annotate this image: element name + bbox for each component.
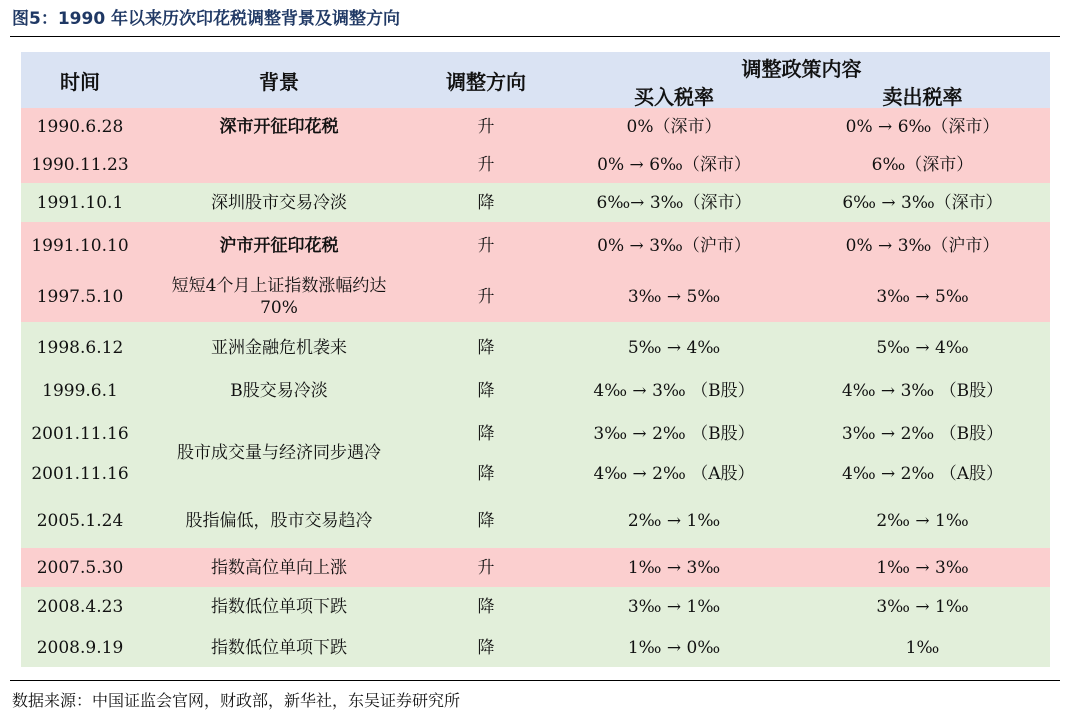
cell-background: 指数低位单项下跌 (211, 597, 347, 617)
header-buy-rate: 买入税率 (634, 84, 714, 109)
cell-background: B股交易冷淡 (230, 381, 328, 401)
cell-sell-rate: 5‰ → 4‰ (876, 338, 969, 358)
cell-background: 深市开征印花税 (219, 117, 339, 137)
bottom-rule (10, 680, 1060, 681)
cell-time: 2001.11.16 (31, 424, 129, 444)
cell-buy-rate: 0%（深市） (626, 117, 722, 137)
cell-direction: 降 (477, 464, 495, 484)
cell-direction: 降 (477, 338, 495, 358)
cell-time: 1990.11.23 (31, 155, 129, 175)
data-source: 数据来源：中国证监会官网，财政部，新华社，东吴证券研究所 (12, 691, 461, 710)
tax-adjustment-table (21, 52, 1050, 667)
cell-sell-rate: 2‰ → 1‰ (876, 511, 969, 531)
cell-background: 亚洲金融危机袭来 (211, 338, 347, 358)
header-sell-rate: 卖出税率 (882, 84, 963, 109)
cell-direction: 降 (477, 511, 495, 531)
cell-buy-rate: 4‰ → 2‰ （A股） (593, 464, 755, 484)
cell-time: 2001.11.16 (31, 464, 129, 484)
cell-sell-rate: 3‰ → 1‰ (876, 597, 969, 617)
cell-sell-rate: 6‰（深市） (871, 155, 974, 175)
cell-background: 股市成交量与经济同步遇冷 (177, 443, 381, 463)
cell-time: 1997.5.10 (36, 287, 124, 307)
header-background: 背景 (259, 69, 299, 94)
cell-time: 2005.1.24 (36, 511, 124, 531)
cell-buy-rate: 3‰ → 1‰ (627, 597, 721, 617)
header-policy: 调整政策内容 (741, 56, 862, 81)
cell-background: 短短4个月上证指数涨幅约达70% (171, 276, 387, 318)
cell-time: 1990.6.28 (36, 117, 124, 137)
cell-direction: 降 (477, 597, 495, 617)
cell-sell-rate: 1‰ → 3‰ (876, 558, 969, 578)
cell-direction: 升 (477, 117, 495, 137)
cell-buy-rate: 2‰ → 1‰ (627, 511, 721, 531)
cell-sell-rate: 3‰ → 5‰ (876, 287, 969, 307)
cell-direction: 降 (477, 381, 495, 401)
cell-sell-rate: 3‰ → 2‰ （B股） (841, 424, 1004, 444)
figure-title: 图5：1990 年以来历次印花税调整背景及调整方向 (12, 9, 401, 29)
cell-buy-rate: 3‰ → 2‰ （B股） (593, 424, 755, 444)
cell-background (139, 147, 419, 183)
cell-time: 1991.10.1 (36, 193, 124, 213)
cell-sell-rate: 0% → 6‰（深市） (845, 117, 1000, 137)
cell-sell-rate: 4‰ → 2‰ （A股） (842, 464, 1003, 484)
cell-time: 2007.5.30 (36, 558, 124, 578)
cell-sell-rate: 6‰ → 3‰（深市） (842, 193, 1003, 213)
cell-direction: 降 (477, 638, 495, 658)
cell-background: 沪市开征印花税 (219, 236, 339, 256)
cell-background: 深圳股市交易冷淡 (211, 193, 347, 213)
cell-background (139, 456, 419, 492)
cell-direction: 降 (477, 193, 495, 213)
cell-time: 1999.6.1 (42, 381, 118, 401)
cell-direction: 降 (477, 424, 495, 444)
cell-buy-rate: 0% → 3‰（沪市） (597, 236, 751, 256)
cell-buy-rate: 0% → 6‰（深市） (597, 155, 751, 175)
top-rule (10, 36, 1060, 37)
cell-buy-rate: 1‰ → 3‰ (627, 558, 721, 578)
cell-sell-rate: 1‰ (905, 638, 940, 658)
cell-time: 1998.6.12 (36, 338, 124, 358)
cell-direction: 升 (477, 155, 495, 175)
header-direction: 调整方向 (446, 69, 526, 94)
cell-time: 1991.10.10 (31, 236, 129, 256)
cell-background: 指数低位单项下跌 (211, 638, 347, 658)
cell-direction: 升 (477, 558, 495, 578)
cell-sell-rate: 0% → 3‰（沪市） (845, 236, 1000, 256)
header-time: 时间 (60, 69, 100, 94)
cell-buy-rate: 4‰ → 3‰ （B股） (593, 381, 755, 401)
cell-time: 2008.9.19 (36, 638, 124, 658)
cell-buy-rate: 5‰ → 4‰ (627, 338, 721, 358)
cell-buy-rate: 6‰→ 3‰（深市） (596, 193, 752, 213)
cell-background: 股指偏低，股市交易趋冷 (185, 511, 373, 531)
cell-background: 指数高位单向上涨 (211, 558, 347, 578)
cell-direction: 升 (477, 287, 495, 307)
cell-direction: 升 (477, 236, 495, 256)
cell-time: 2008.4.23 (36, 597, 124, 617)
cell-buy-rate: 3‰ → 5‰ (627, 287, 721, 307)
cell-buy-rate: 1‰ → 0‰ (627, 638, 721, 658)
cell-sell-rate: 4‰ → 3‰ （B股） (841, 381, 1004, 401)
